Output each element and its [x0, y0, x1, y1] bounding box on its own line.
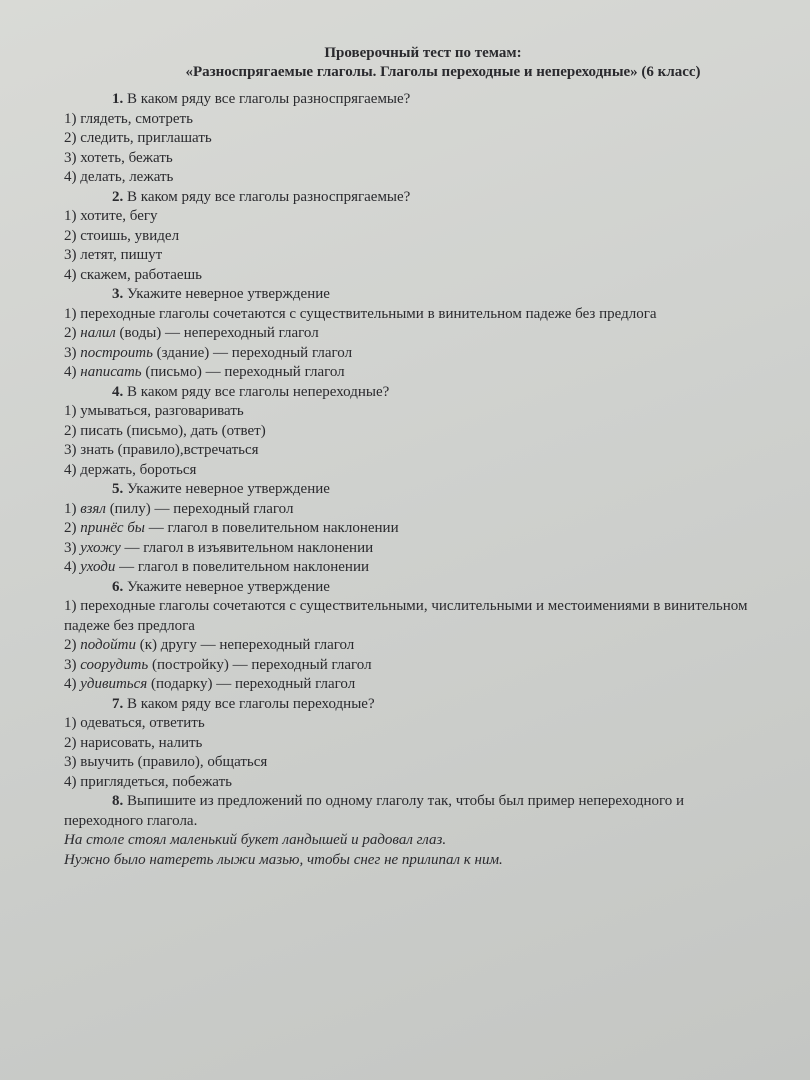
answer-option — [64, 714, 762, 734]
option-number: 3) — [64, 754, 81, 770]
answer-option — [64, 656, 762, 676]
option-number: 2) — [64, 130, 81, 146]
option-text: переходные глаголы сочетаются с существительными в винительном падеже без предлога — [80, 305, 657, 322]
option-text: следить, приглашать — [80, 130, 212, 146]
option-text: (к) другу — непереходный глагол — [135, 637, 355, 653]
option-number: 2) — [64, 520, 81, 536]
option-verb: построить — [80, 344, 153, 361]
question-8 — [64, 792, 762, 870]
question-3 — [64, 285, 762, 383]
option-verb: принёс бы — [80, 520, 145, 536]
question-heading — [64, 285, 762, 305]
task-text-line-1: Выпишите из предложений по одному глаголу так, чтобы был пример непереходного и — [127, 793, 685, 809]
option-number: 4) — [64, 461, 81, 478]
option-text: скажем, работаешь — [80, 266, 202, 283]
answer-option — [64, 246, 762, 266]
option-number: 4) — [64, 676, 81, 692]
answer-option — [64, 266, 762, 286]
option-number: 4) — [64, 169, 81, 185]
option-text: (здание) — переходный глагол — [152, 344, 353, 361]
option-number: 1) — [64, 305, 81, 322]
task-text-line-2: переходного глагола. — [64, 812, 198, 829]
question-1 — [64, 90, 762, 188]
option-text: приглядеться, побежать — [80, 773, 232, 790]
option-text: знать (правило),встречаться — [80, 442, 259, 458]
answer-option — [64, 149, 762, 169]
option-text: стоишь, увидел — [80, 227, 180, 244]
answer-option — [64, 636, 762, 656]
option-verb: соорудить — [80, 656, 149, 673]
option-number: 3) — [64, 539, 81, 556]
option-text: летят, пишут — [80, 247, 163, 263]
answer-option — [64, 110, 762, 130]
option-text: нарисовать, налить — [80, 734, 203, 751]
question-number: 8. — [112, 793, 124, 809]
option-verb: подойти — [80, 637, 136, 653]
option-number: 4) — [64, 559, 81, 575]
option-text: — глагол в повелительном наклонении — [144, 520, 399, 536]
answer-option — [64, 324, 762, 344]
option-number: 2) — [64, 637, 81, 653]
option-number: 1) — [64, 715, 81, 731]
option-verb: взял — [80, 500, 106, 517]
option-text: (постройку) — переходный глагол — [148, 656, 372, 673]
answer-option — [64, 441, 762, 461]
title-line-1: Проверочный тест по темам: — [324, 45, 522, 61]
option-text: делать, лежать — [80, 169, 174, 185]
option-verb: удивиться — [80, 676, 148, 692]
question-heading — [64, 578, 762, 598]
question-text: В каком ряду все глаголы разноспрягаемые? — [127, 188, 411, 205]
question-number: 6. — [112, 578, 124, 595]
question-heading — [64, 383, 762, 403]
question-2 — [64, 188, 762, 286]
option-number: 1) — [64, 500, 81, 517]
question-heading — [64, 188, 762, 208]
answer-option — [64, 597, 762, 636]
question-text: Укажите неверное утверждение — [127, 286, 330, 302]
option-text: (пилу) — переходный глагол — [105, 500, 294, 517]
option-text: умываться, разговаривать — [80, 403, 244, 419]
answer-option — [64, 461, 762, 481]
answer-option — [64, 422, 762, 442]
answer-option — [64, 168, 762, 188]
answer-option — [64, 305, 762, 325]
question-text: В каком ряду все глаголы переходные? — [127, 695, 375, 712]
question-number: 2. — [112, 188, 124, 205]
option-number: 3) — [64, 344, 81, 361]
answer-option — [64, 558, 762, 578]
answer-option — [64, 207, 762, 227]
option-number: 2) — [64, 422, 81, 439]
option-text: переходные глаголы сочетаются с существительными, числительными и местоимениями в винительном падеже без предлога — [64, 598, 748, 634]
option-number: 2) — [64, 325, 81, 341]
option-text: писать (письмо), дать (ответ) — [80, 422, 266, 439]
question-text: Укажите неверное утверждение — [127, 481, 330, 497]
option-number: 4) — [64, 773, 81, 790]
example-sentence-2: Нужно было натереть лыжи мазью, чтобы снег не прилипал к ним. — [64, 851, 503, 868]
question-heading — [64, 792, 762, 812]
option-number: 2) — [64, 227, 81, 244]
question-6 — [64, 578, 762, 695]
question-heading — [64, 695, 762, 715]
option-number: 3) — [64, 247, 81, 263]
option-number: 3) — [64, 442, 81, 458]
option-number: 4) — [64, 364, 81, 380]
option-verb: ухожу — [80, 539, 121, 556]
question-number: 1. — [112, 91, 124, 107]
option-text: (воды) — непереходный глагол — [115, 325, 319, 341]
answer-option — [64, 753, 762, 773]
question-heading — [64, 480, 762, 500]
question-number: 3. — [112, 286, 124, 302]
option-verb: уходи — [80, 559, 116, 575]
question-7 — [64, 695, 762, 793]
question-text: В каком ряду все глаголы разноспрягаемые? — [127, 91, 411, 107]
question-number: 5. — [112, 481, 124, 497]
answer-option — [64, 734, 762, 754]
option-verb: написать — [80, 364, 142, 380]
option-text: — глагол в повелительном наклонении — [115, 559, 370, 575]
option-text: — глагол в изъявительном наклонении — [120, 539, 374, 556]
answer-option — [64, 227, 762, 247]
option-text: выучить (правило), общаться — [80, 754, 268, 770]
question-number: 7. — [112, 695, 124, 712]
answer-option — [64, 675, 762, 695]
title-line-2: «Разноспрягаемые глаголы. Глаголы переходные и непереходные» (6 класс) — [185, 64, 701, 80]
answer-option — [64, 129, 762, 149]
option-number: 1) — [64, 208, 81, 224]
question-text: Укажите неверное утверждение — [127, 578, 330, 595]
option-number: 1) — [64, 110, 81, 127]
question-heading — [64, 90, 762, 110]
question-number: 4. — [112, 383, 124, 400]
answer-option — [64, 363, 762, 383]
option-text: (подарку) — переходный глагол — [147, 676, 356, 692]
option-number: 1) — [64, 598, 81, 614]
answer-option — [64, 539, 762, 559]
option-number: 4) — [64, 266, 81, 283]
answer-option — [64, 519, 762, 539]
answer-option — [64, 402, 762, 422]
option-text: глядеть, смотреть — [80, 110, 193, 127]
option-verb: налил — [80, 325, 116, 341]
answer-option — [64, 344, 762, 364]
option-number: 3) — [64, 149, 81, 166]
option-text: одеваться, ответить — [80, 715, 205, 731]
answer-option — [64, 500, 762, 520]
question-text: В каком ряду все глаголы непереходные? — [127, 383, 390, 400]
questions-list — [64, 90, 762, 792]
option-number: 2) — [64, 734, 81, 751]
option-text: хотеть, бежать — [80, 149, 173, 166]
question-5 — [64, 480, 762, 578]
option-number: 1) — [64, 403, 81, 419]
option-text: держать, бороться — [80, 461, 197, 478]
option-number: 3) — [64, 656, 81, 673]
option-text: хотите, бегу — [80, 208, 158, 224]
option-text: (письмо) — переходный глагол — [141, 364, 345, 380]
answer-option — [64, 773, 762, 793]
question-4 — [64, 383, 762, 481]
page-title — [64, 44, 762, 82]
example-sentence-1: На столе стоял маленький букет ландышей и радовал глаз. — [64, 832, 447, 848]
